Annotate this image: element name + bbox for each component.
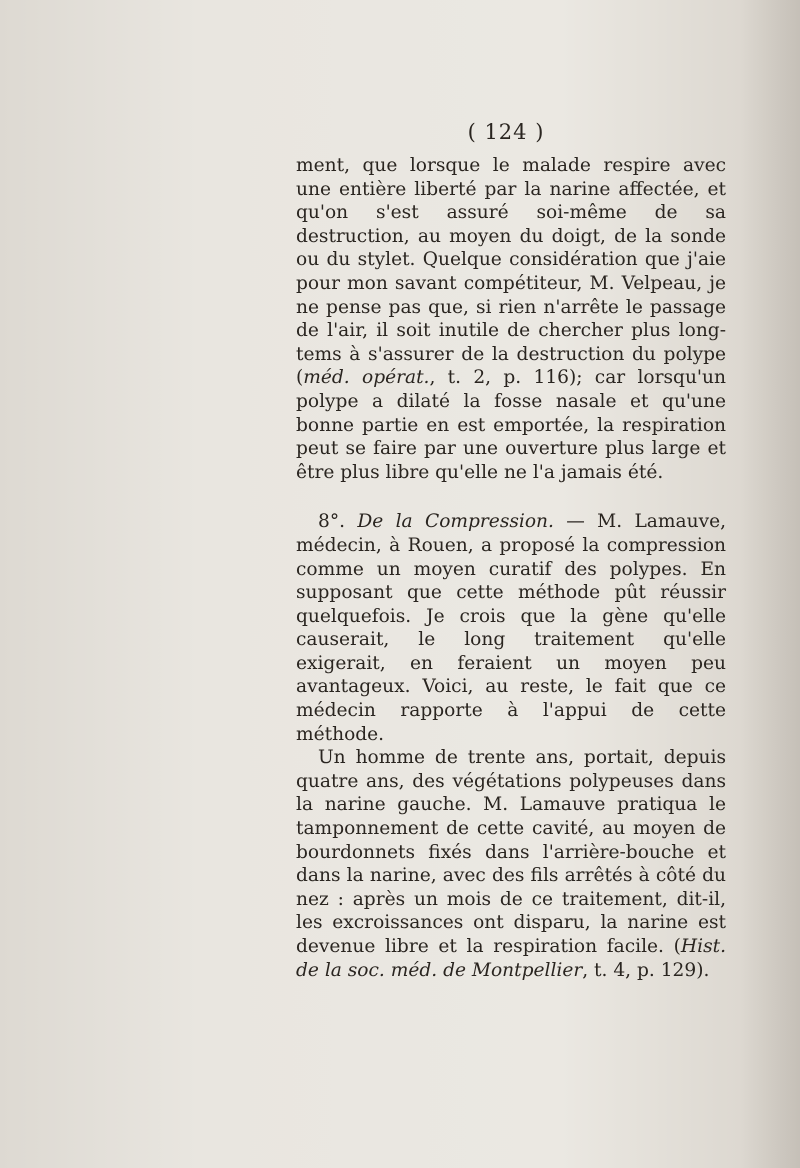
paragraph-gap [296,484,726,510]
paragraph-1 [296,154,726,484]
paragraph-2 [296,510,726,746]
body-text [296,154,726,982]
paragraph-3-text-end: , t. 4, p. 129). [582,959,710,981]
paragraph-1-text: ment, que lorsque le malade respire avec une entière liberté par la narine affectée, et qu'on s'est assuré soi-même de sa destruction, au moyen du doigt, de la sonde ou du stylet. Quelque considération que j'aie pour mon savant compétiteur, M. Velpeau, je ne pense pas que, si rien n'arrête le passage de l'air, il soit inutile de chercher plus long-tems à s'assurer de la destruction du polype ( [296,155,726,389]
section-heading: De la Compression. [357,511,554,533]
paragraph-3 [296,746,726,982]
section-number: 8°. [318,511,358,533]
page-edge-shadow [740,0,800,1168]
paragraph-3-citation: Hist. de la soc. méd. de Montpellier [296,936,726,981]
page-number: ( 124 ) [467,120,545,144]
paragraph-2-text: — M. Lamauve, médecin, à Rouen, a proposé la compression comme un moyen curatif des polypes. En supposant que cette méthode pût réussir quelquefois. Je crois que la gène qu'elle causerait, le long traitement qu'elle exigerait, en feraient un moyen peu avantageux. Voici, au reste, le fait que ce médecin rapporte à l'appui de cette méthode. [296,511,726,745]
paragraph-3-text: Un homme de trente ans, portait, depuis quatre ans, des végétations polypeuses dans la narine gauche. M. Lamauve pratiqua le tamponnement de cette cavité, au moyen de bourdonnets fixés dans l'arrière-bouche et dans la narine, avec des fils arrêtés à côté du nez : après un mois de ce traitement, dit-il, les excroissances ont disparu, la narine est devenue libre et la respiration facile. ( [296,747,726,957]
paragraph-1-citation: méd. opérat. [303,367,430,389]
paragraph-1-text-end: , t. 2, p. 116); car lorsqu'un polype a dilaté la fosse nasale et qu'une bonne partie en est emportée, la respiration peut se faire par une ouverture plus large et être plus libre qu'elle ne l'a jamais été. [296,367,726,483]
